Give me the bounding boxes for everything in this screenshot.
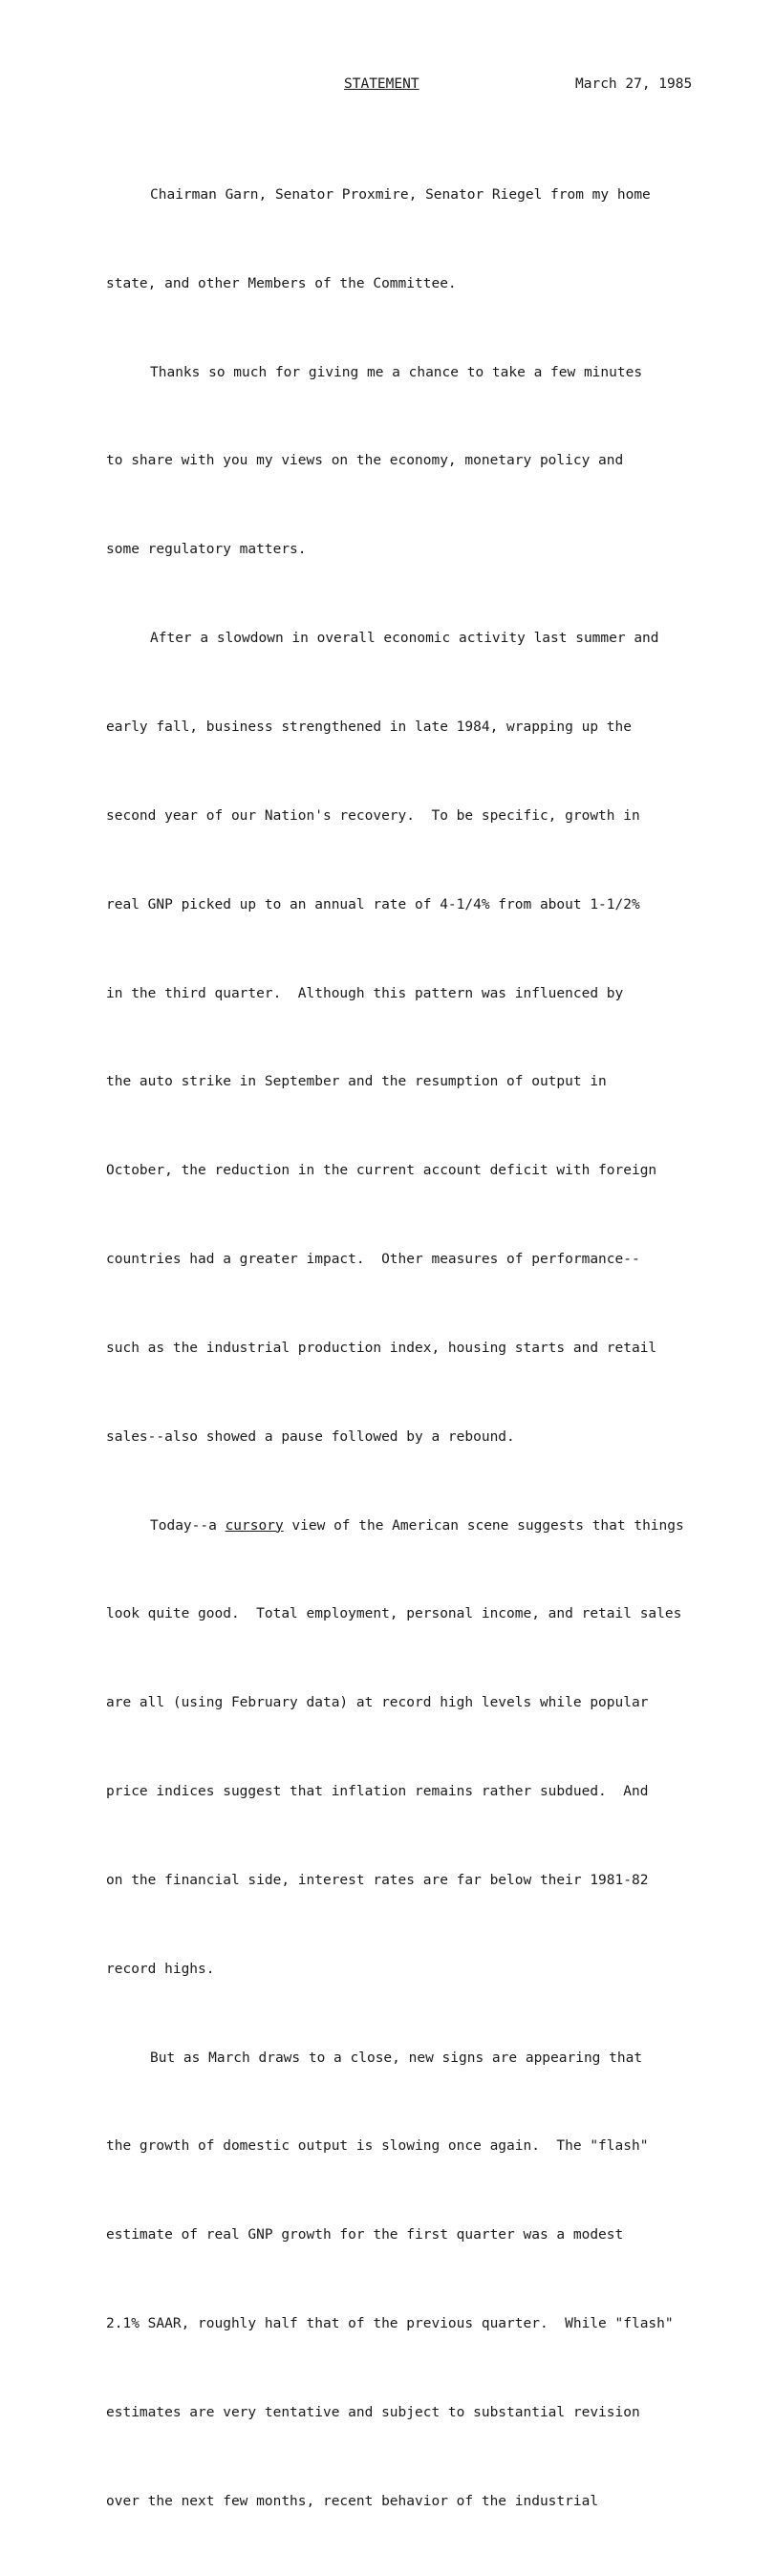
paragraph-line: October, the reduction in the current account deficit with foreign bbox=[106, 1163, 657, 1179]
paragraph-line: sales--also showed a pause followed by a rebound. bbox=[106, 1428, 515, 1445]
paragraph-line: look quite good. Total employment, personal income, and retail sales bbox=[106, 1606, 682, 1622]
cursory-underlined-word: cursory bbox=[225, 1517, 284, 1534]
paragraph-line: the growth of domestic output is slowing once again. The "flash" bbox=[106, 2138, 649, 2155]
paragraph-line: on the financial side, interest rates are far below their 1981-82 bbox=[106, 1872, 649, 1888]
paragraph-line: price indices suggest that inflation remains rather subdued. And bbox=[106, 1784, 649, 1800]
paragraph-line: estimates are very tentative and subject to substantial revision bbox=[106, 2405, 640, 2420]
paragraph-line: in the third quarter. Although this pattern was influenced by bbox=[106, 985, 624, 1001]
paragraph-line-today bbox=[106, 1512, 727, 1541]
paragraph-line: some regulatory matters. bbox=[106, 542, 307, 558]
paragraph-line: Chairman Garn, Senator Proxmire, Senator Riegel from my home bbox=[150, 186, 651, 203]
document-date: March 27, 1985 bbox=[575, 76, 693, 92]
paragraph-line: are all (using February data) at record high levels while popular bbox=[106, 1695, 649, 1711]
paragraph-line: Thanks so much for giving me a chance to take a few minutes bbox=[150, 364, 643, 380]
paragraph-line: to share with you my views on the economy, monetary policy and bbox=[106, 453, 624, 469]
paragraph-line: But as March draws to a close, new signs are appearing that bbox=[150, 2050, 643, 2066]
paragraph-line: countries had a greater impact. Other measures of performance-- bbox=[106, 1252, 640, 1268]
paragraph-line: After a slowdown in overall economic activity last summer and bbox=[150, 631, 659, 647]
paragraph-line: the auto strike in September and the resumption of output in bbox=[106, 1074, 607, 1090]
today-prefix: Today--a bbox=[150, 1517, 226, 1534]
paragraph-line: real GNP picked up to an annual rate of 4-1/4% from about 1-1/2% bbox=[106, 896, 640, 912]
paragraph-line: estimate of real GNP growth for the first quarter was a modest bbox=[106, 2227, 624, 2243]
paragraph-line: over the next few months, recent behavior of the industrial bbox=[106, 2493, 599, 2509]
paragraph-line: 2.1% SAAR, roughly half that of the previous quarter. While "flash" bbox=[106, 2316, 674, 2332]
paragraph-line: early fall, business strengthened in late 1984, wrapping up the bbox=[106, 719, 632, 735]
statement-body bbox=[106, 121, 727, 2576]
today-suffix: view of the American scene suggests that things bbox=[283, 1517, 684, 1534]
paragraph-line: record highs. bbox=[106, 1961, 215, 1977]
document-title: STATEMENT bbox=[344, 76, 419, 92]
paragraph-line: second year of our Nation's recovery. To be specific, growth in bbox=[106, 807, 640, 824]
paragraph-line: state, and other Members of the Committee. bbox=[106, 275, 457, 291]
document-header bbox=[0, 76, 774, 97]
paragraph-line: such as the industrial production index, housing starts and retail bbox=[106, 1340, 657, 1356]
